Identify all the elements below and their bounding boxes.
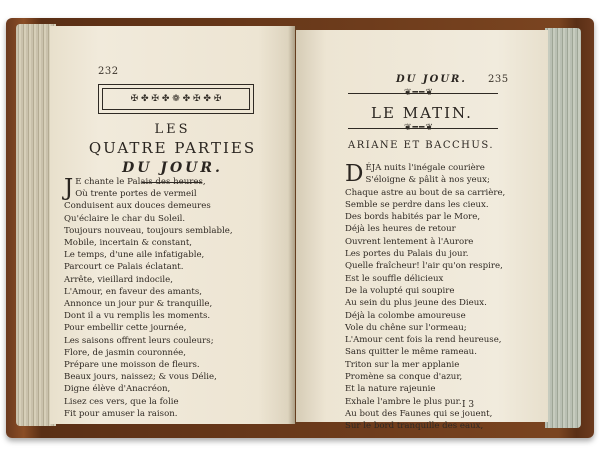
right-line: S'éloigne & pâlit à nos yeux; (365, 175, 490, 186)
right-line: Au bout des Faunes qui se jouent, (345, 408, 493, 419)
poem-title: ARIANE ET BACCHUS. (348, 140, 494, 151)
right-drop-cap: D (345, 161, 364, 187)
right-line: Vole du chêne sur l'ormeau; (345, 322, 467, 333)
ornament-glyphs: ✠ ✤ ✠ ✤ ❁ ✤ ✠ ✤ ✠ (102, 88, 250, 110)
left-line: Prépare une moisson de fleurs. (64, 360, 200, 371)
right-line: Et la nature rajeunie (345, 384, 436, 395)
left-line: Qu'éclaire le char du Soleil. (64, 213, 186, 224)
left-line: Les saisons offrent leurs couleurs; (64, 335, 214, 346)
left-line: Dont il a vu remplis les moments. (64, 311, 211, 322)
left-line: E chante le Palais des heures, (75, 177, 206, 187)
left-line: Mobile, incertain & constant, (64, 238, 193, 249)
left-line: Conduisent aux douces demeures (64, 201, 211, 212)
right-line: Semble se perdre dans les cieux. (345, 199, 489, 210)
right-line: Triton sur la mer applanie (345, 359, 460, 370)
left-line: Arrête, vieillard indocile, (64, 274, 173, 285)
running-head: DU JOUR. (396, 74, 467, 85)
left-line: Fit pour amuser la raison. (64, 408, 178, 419)
left-line: Flore, de jasmin couronnée, (64, 347, 186, 358)
left-line: Parcourt ce Palais éclatant. (64, 262, 184, 273)
left-line: Où trente portes de vermeil (75, 189, 197, 200)
flourish-top-icon: ❦━━❦ (404, 88, 434, 98)
left-line: Toujours nouveau, toujours semblable, (64, 225, 233, 236)
right-line: Sans quitter le même rameau. (345, 347, 477, 358)
ornament-border (98, 84, 254, 114)
left-line: Lisez ces vers, que la folie (64, 396, 179, 407)
left-line: Le temps, d'une aile infatigable, (64, 250, 205, 261)
title-les: LES (154, 122, 191, 137)
right-line: De la volupté qui soupire (345, 285, 455, 296)
title-du-jour: DU JOUR. (122, 160, 223, 176)
right-line: Promène sa conque d'azur, (345, 372, 463, 383)
left-line: Pour embellir cette journée, (64, 323, 187, 334)
right-line: Les portes du Palais du jour. (345, 249, 469, 260)
signature-mark: I 3 (462, 400, 475, 410)
right-line: Déjà la colombe amoureuse (345, 310, 466, 321)
right-line: Des bords habités par le More, (345, 212, 481, 223)
right-line: Est le souffle délicieux (345, 273, 444, 284)
right-poem-body (345, 162, 525, 433)
left-line: Beaux jours, naissez; & vous Délie, (64, 372, 217, 383)
right-line: Ouvrent lentement à l'Aurore (345, 236, 474, 247)
left-poem-body (64, 176, 239, 420)
right-line: Sur le bord tranquille des eaux, (345, 421, 484, 432)
right-line: Quelle fraîcheur! l'air qu'on respire, (345, 261, 503, 272)
right-line: L'Amour cent fois la rend heureuse, (345, 335, 502, 346)
right-line: Exhale l'ambre le plus pur. (345, 396, 462, 407)
left-line: Annonce un jour pur & tranquille, (64, 299, 213, 310)
right-page-number: 235 (488, 74, 509, 85)
right-page-edges (545, 28, 581, 428)
right-line: Au sein du plus jeune des Dieux. (345, 298, 487, 309)
left-line: Digne élève d'Anacréon, (64, 384, 171, 395)
right-line: ÉJA nuits l'inégale courière (365, 163, 485, 173)
right-line: Déjà les heures de retour (345, 224, 456, 235)
right-line: Chaque astre au bout de sa carrière, (345, 187, 506, 198)
left-drop-cap: J (64, 175, 74, 201)
title-quatre-parties: QUATRE PARTIES (88, 139, 257, 157)
section-title: LE MATIN. (371, 104, 473, 122)
left-line: L'Amour, en faveur des amants, (64, 286, 202, 297)
left-page-number: 232 (98, 66, 119, 77)
flourish-bottom-icon: ❦━━❦ (404, 123, 434, 133)
